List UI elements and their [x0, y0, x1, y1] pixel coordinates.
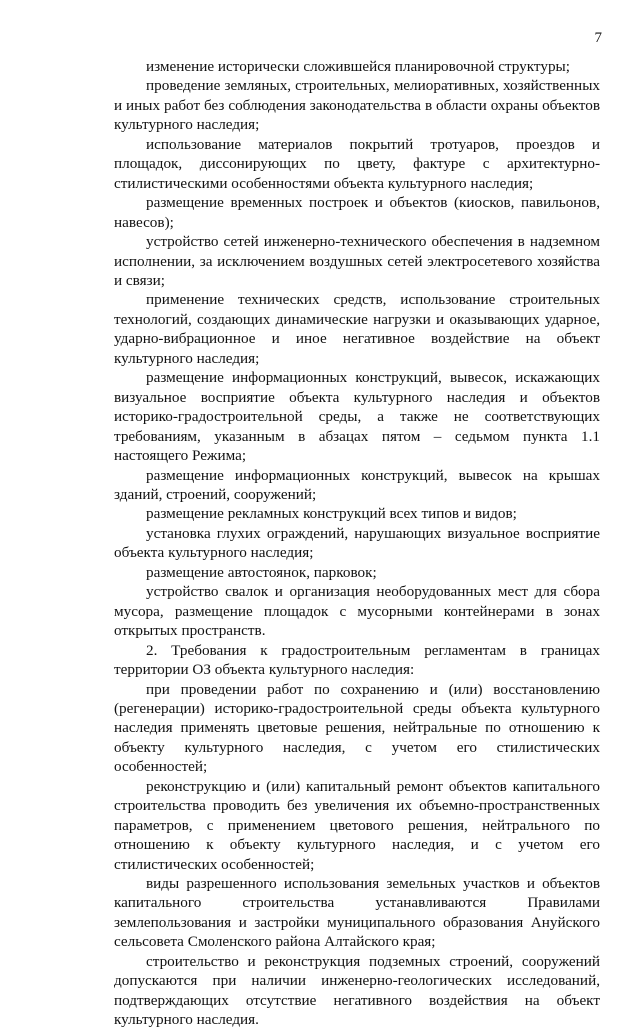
paragraph: установка глухих ограждений, нарушающих визуальное восприятие объекта культурного наследия;: [114, 524, 600, 562]
paragraph: размещение информационных конструкций, вывесок на крышах зданий, строений, сооружений;: [114, 466, 600, 503]
paragraph: изменение исторически сложившейся планировочной структуры;: [146, 58, 570, 75]
paragraph: виды разрешенного использования земельных участков и объектов капитального строительства устанавливаются Правилами землепользования и застройки муниципального образования Ануйского сельсовета Смоленского района Алтайского края;: [114, 875, 600, 951]
paragraph: строительство и реконструкция подземных строений, сооружений допускаются при наличии инженерно-геологических исследований, подтверждающих отсутствие негативного воздействия на объект культурного наследия.: [114, 952, 600, 1029]
paragraph: применение технических средств, использование строительных технологий, создающих динамические нагрузки и оказывающих ударное, ударно-вибрационное и иное негативное воздействие на объект культурного наследия;: [114, 291, 600, 367]
paragraph: реконструкцию и (или) капитальный ремонт объектов капитального строительства проводить без увеличения их объемно-пространственных параметров, с применением цветового решения, нейтрального по отношению к объекту культурного наследия, и с учетом его стилистических особенностей;: [114, 777, 600, 873]
paragraph: при проведении работ по сохранению и (или) восстановлению (регенерации) историко-градостроительной среды объекта культурного наследия применять цветовые решения, нейтральные по отношению к объекту культурного наследия, с учетом его стилистических особенностей;: [114, 680, 600, 776]
paragraph: проведение земляных, строительных, мелиоративных, хозяйственных и иных работ без соблюдения законодательства в области охраны объектов культурного наследия;: [114, 77, 600, 134]
document-body: [114, 57, 600, 1030]
paragraph: размещение информационных конструкций, вывесок, искажающих визуальное восприятие объекта культурного наследия и объектов историко-градостроительной среды, а также не соответствующих требованиям, указанным в абзацах пятом – седьмом пункта 1.1 настоящего Режима;: [114, 369, 600, 465]
paragraph: устройство сетей инженерно-технического обеспечения в надземном исполнении, за исключением воздушных сетей электросетевого хозяйства и связи;: [114, 233, 600, 289]
paragraph: размещение временных построек и объектов (киосков, павильонов, навесов);: [114, 194, 600, 231]
paragraph: использование материалов покрытий тротуаров, проездов и площадок, диссонирующих по цвету, фактуре с архитектурно-стилистическими особенностями объекта культурного наследия;: [114, 135, 600, 192]
paragraph: устройство свалок и организация необорудованных мест для сбора мусора, размещение площадок с мусорными контейнерами в зонах открытых пространств.: [114, 583, 600, 640]
page-number: 7: [594, 30, 602, 46]
paragraph: размещение рекламных конструкций всех типов и видов;: [146, 505, 517, 523]
section-heading: 2. Требования к градостроительным регламентам в границах территории ОЗ объекта культурного наследия:: [114, 641, 600, 679]
paragraph: размещение автостоянок, парковок;: [146, 563, 377, 581]
